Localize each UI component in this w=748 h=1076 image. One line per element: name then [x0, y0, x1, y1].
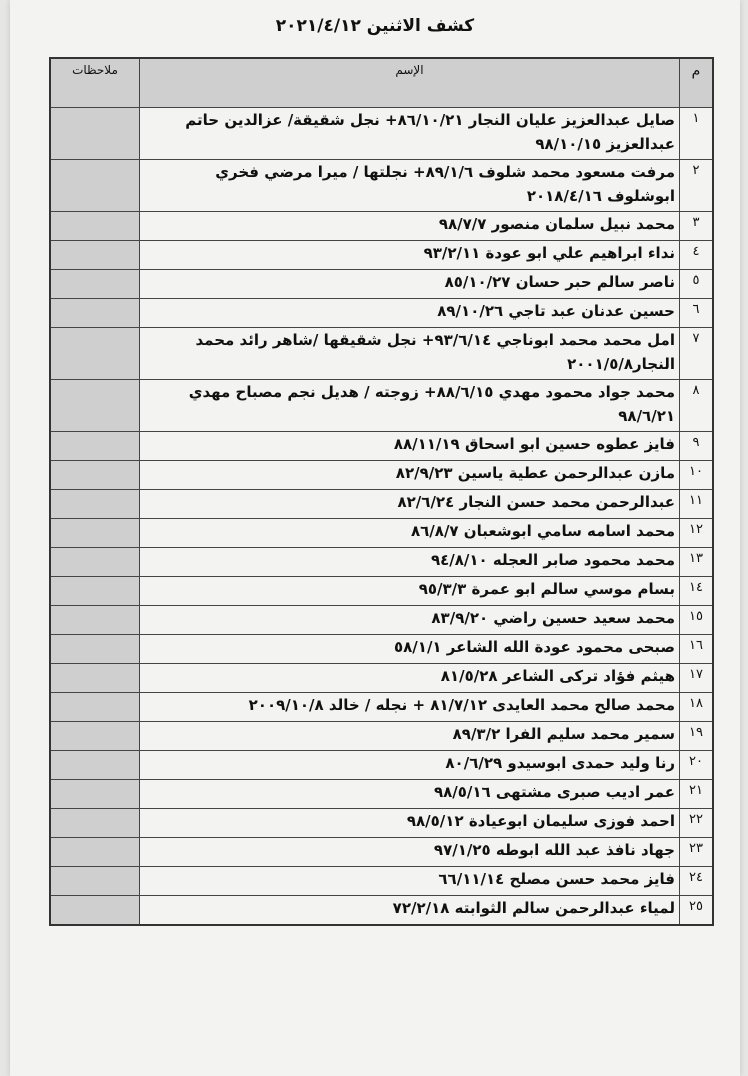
- row-name: سمير محمد سليم الفرا ٨٩/٣/٢: [140, 722, 680, 751]
- names-table: [49, 57, 714, 926]
- table-row: [50, 664, 713, 693]
- row-number: ٨: [680, 380, 714, 432]
- row-notes: [50, 867, 140, 896]
- row-number: ٥: [680, 270, 714, 299]
- row-notes: [50, 241, 140, 270]
- row-name: احمد فوزى سليمان ابوعيادة ٩٨/٥/١٢: [140, 809, 680, 838]
- row-number: ١٧: [680, 664, 714, 693]
- table-row: [50, 212, 713, 241]
- row-name: لمياء عبدالرحمن سالم الثوابته ٧٢/٢/١٨: [140, 896, 680, 925]
- row-notes: [50, 809, 140, 838]
- row-number: ١: [680, 108, 714, 160]
- row-notes: [50, 108, 140, 160]
- row-number: ١٢: [680, 519, 714, 548]
- row-notes: [50, 606, 140, 635]
- row-number: ١٩: [680, 722, 714, 751]
- row-number: ٢٣: [680, 838, 714, 867]
- row-name: جهاد نافذ عبد الله ابوطه ٩٧/١/٢٥: [140, 838, 680, 867]
- table-row: [50, 461, 713, 490]
- row-notes: [50, 461, 140, 490]
- row-name: محمد جواد محمود مهدي ٨٨/٦/١٥+ زوجته / هديل نجم مصباح مهدي ٩٨/٦/٢١: [140, 380, 680, 432]
- table-row: [50, 606, 713, 635]
- table-row: [50, 108, 713, 160]
- table-header-row: [50, 58, 713, 108]
- row-name: فايز عطوه حسين ابو اسحاق ٨٨/١١/١٩: [140, 432, 680, 461]
- row-name: مازن عبدالرحمن عطية ياسين ٨٢/٩/٢٣: [140, 461, 680, 490]
- row-notes: [50, 838, 140, 867]
- row-number: ١٤: [680, 577, 714, 606]
- table-row: [50, 751, 713, 780]
- row-name: بسام موسي سالم ابو عمرة ٩٥/٣/٣: [140, 577, 680, 606]
- row-notes: [50, 212, 140, 241]
- row-number: ٢: [680, 160, 714, 212]
- row-notes: [50, 780, 140, 809]
- row-name: صبحى محمود عودة الله الشاعر ٥٨/١/١: [140, 635, 680, 664]
- row-notes: [50, 896, 140, 925]
- row-number: ١٥: [680, 606, 714, 635]
- row-number: ١٨: [680, 693, 714, 722]
- row-number: ٤: [680, 241, 714, 270]
- row-notes: [50, 270, 140, 299]
- row-name: محمد نبيل سلمان منصور ٩٨/٧/٧: [140, 212, 680, 241]
- table-row: [50, 519, 713, 548]
- table-row: [50, 380, 713, 432]
- table-row: [50, 241, 713, 270]
- row-notes: [50, 664, 140, 693]
- table-row: [50, 780, 713, 809]
- row-name: رنا وليد حمدى ابوسيدو ٨٠/٦/٢٩: [140, 751, 680, 780]
- row-number: ٣: [680, 212, 714, 241]
- row-notes: [50, 722, 140, 751]
- table-row: [50, 838, 713, 867]
- row-name: ناصر سالم حبر حسان ٨٥/١٠/٢٧: [140, 270, 680, 299]
- row-number: ١٣: [680, 548, 714, 577]
- row-name: محمد اسامه سامي ابوشعبان ٨٦/٨/٧: [140, 519, 680, 548]
- header-number: م: [680, 58, 714, 108]
- row-notes: [50, 635, 140, 664]
- row-name: عبدالرحمن محمد حسن النجار ٨٢/٦/٢٤: [140, 490, 680, 519]
- row-notes: [50, 299, 140, 328]
- row-number: ٩: [680, 432, 714, 461]
- row-number: ٢٥: [680, 896, 714, 925]
- row-name: عمر اديب صبرى مشتهى ٩٨/٥/١٦: [140, 780, 680, 809]
- document-page: [10, 0, 740, 1076]
- row-name: مرفت مسعود محمد شلوف ٨٩/١/٦+ نجلتها / ميرا مرضي فخري ابوشلوف ٢٠١٨/٤/١٦: [140, 160, 680, 212]
- row-notes: [50, 490, 140, 519]
- table-row: [50, 328, 713, 380]
- table-row: [50, 548, 713, 577]
- row-name: محمد صالح محمد العايدى ٨١/٧/١٢ + نجله / خالد ٢٠٠٩/١٠/٨: [140, 693, 680, 722]
- header-notes: ملاحظات: [50, 58, 140, 108]
- table-body: [50, 108, 713, 925]
- row-notes: [50, 548, 140, 577]
- table-row: [50, 299, 713, 328]
- table-row: [50, 577, 713, 606]
- row-notes: [50, 380, 140, 432]
- row-name: فايز محمد حسن مصلح ٦٦/١١/١٤: [140, 867, 680, 896]
- row-name: محمد سعيد حسين راضي ٨٣/٩/٢٠: [140, 606, 680, 635]
- table-row: [50, 693, 713, 722]
- table-row: [50, 490, 713, 519]
- row-number: ٢٤: [680, 867, 714, 896]
- row-name: امل محمد محمد ابوناجي ٩٣/٦/١٤+ نجل شقيقها /شاهر رائد محمد النجار٢٠٠١/٥/٨: [140, 328, 680, 380]
- header-name: الإسم: [140, 58, 680, 108]
- table-row: [50, 270, 713, 299]
- table-row: [50, 809, 713, 838]
- row-name: نداء ابراهيم علي ابو عودة ٩٣/٢/١١: [140, 241, 680, 270]
- row-name: صايل عبدالعزيز عليان النجار ٨٦/١٠/٢١+ نجل شقيقة/ عزالدين حاتم عبدالعزيز ٩٨/١٠/١٥: [140, 108, 680, 160]
- row-notes: [50, 751, 140, 780]
- row-number: ٦: [680, 299, 714, 328]
- row-notes: [50, 160, 140, 212]
- table-row: [50, 722, 713, 751]
- row-number: ٢٠: [680, 751, 714, 780]
- row-notes: [50, 432, 140, 461]
- row-number: ١٠: [680, 461, 714, 490]
- row-number: ٢٢: [680, 809, 714, 838]
- row-notes: [50, 693, 140, 722]
- row-name: هيثم فؤاد تركى الشاعر ٨١/٥/٢٨: [140, 664, 680, 693]
- table-row: [50, 432, 713, 461]
- row-name: حسين عدنان عبد تاجي ٨٩/١٠/٢٦: [140, 299, 680, 328]
- row-number: ٢١: [680, 780, 714, 809]
- row-name: محمد محمود صابر العجله ٩٤/٨/١٠: [140, 548, 680, 577]
- table-row: [50, 160, 713, 212]
- row-number: ٧: [680, 328, 714, 380]
- row-number: ١٦: [680, 635, 714, 664]
- row-number: ١١: [680, 490, 714, 519]
- table-row: [50, 635, 713, 664]
- row-notes: [50, 519, 140, 548]
- row-notes: [50, 328, 140, 380]
- table-row: [50, 896, 713, 925]
- document-title: كشف الاثنين ٢٠٢١/٤/١٢: [275, 16, 475, 36]
- row-notes: [50, 577, 140, 606]
- table-row: [50, 867, 713, 896]
